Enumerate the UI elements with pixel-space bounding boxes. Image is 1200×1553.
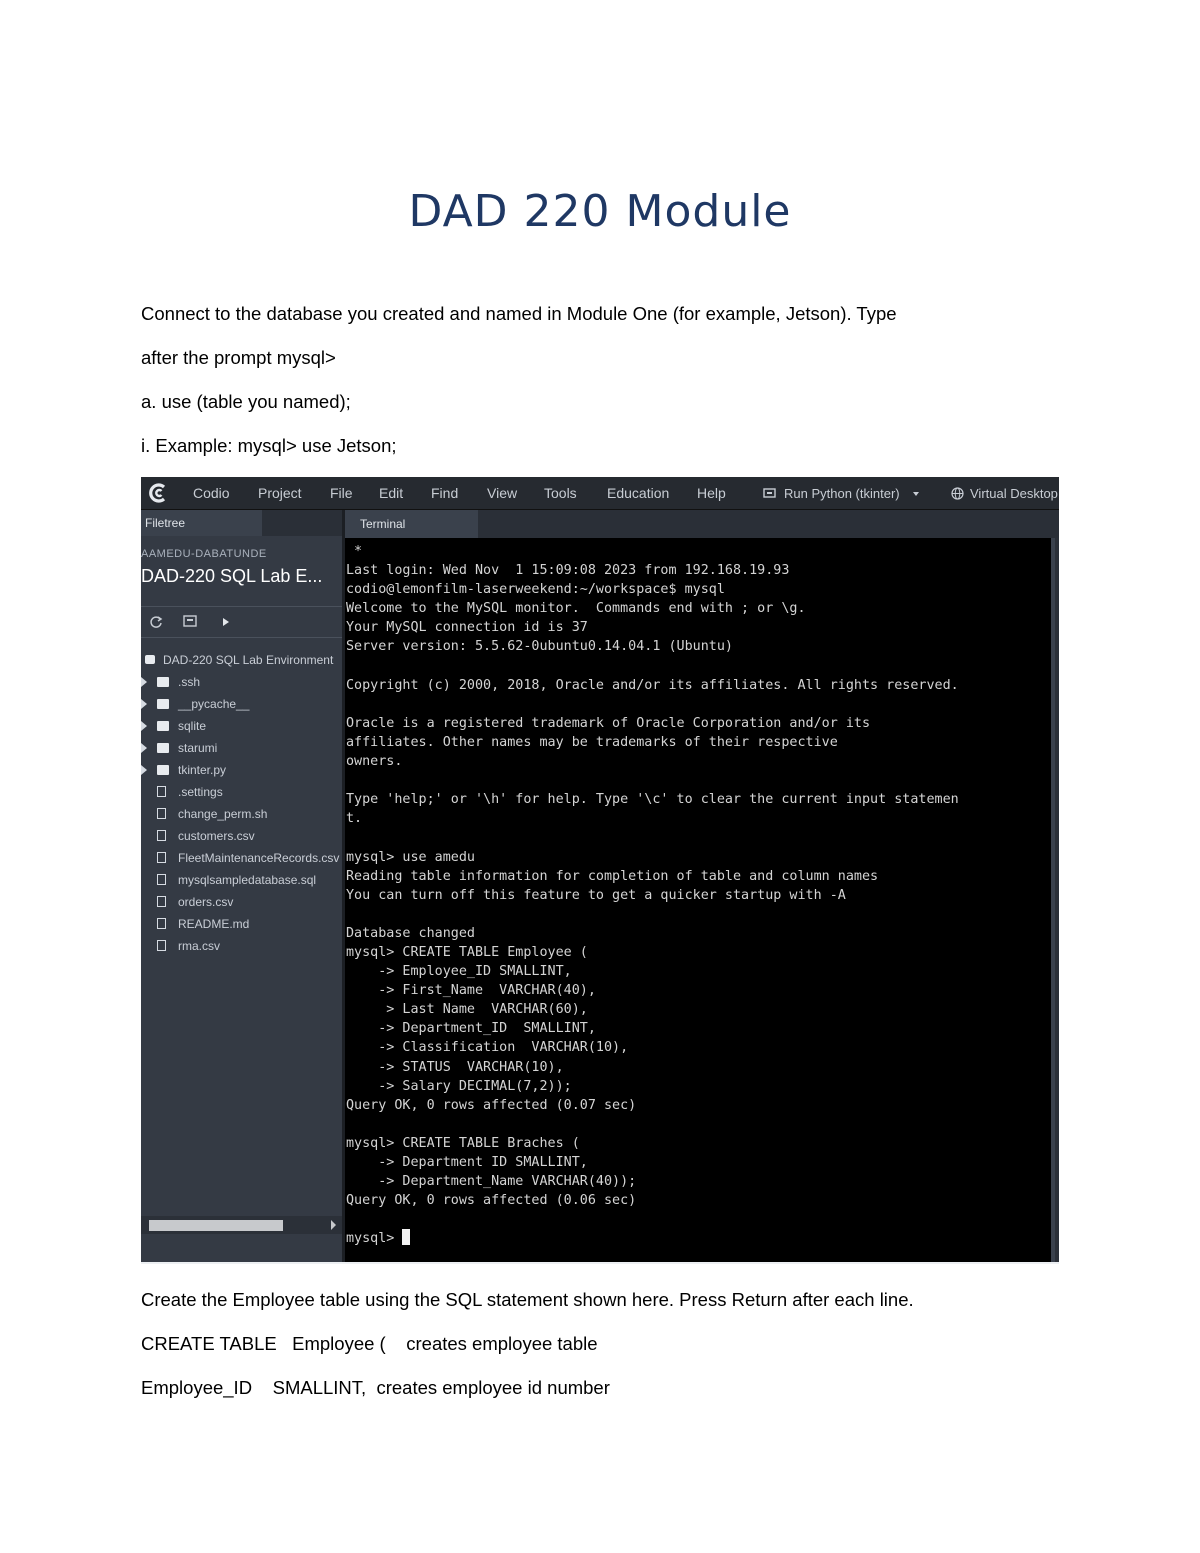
folder-icon <box>157 743 169 753</box>
file-icon <box>157 786 166 797</box>
scrollbar-thumb[interactable] <box>149 1220 283 1231</box>
terminal-screen[interactable] <box>345 538 1055 1264</box>
tab-filetree[interactable]: Filetree <box>141 510 262 536</box>
tree-item[interactable] <box>141 716 342 738</box>
menu-file[interactable]: File <box>330 485 353 501</box>
tree-item-label: mysqlsampledatabase.sql <box>178 873 317 887</box>
virtual-desktop-label: Virtual Desktop <box>970 486 1058 501</box>
tree-item-label: change_perm.sh <box>178 807 268 821</box>
caret-right-icon[interactable] <box>141 765 147 775</box>
tab-terminal[interactable]: Terminal <box>345 510 478 538</box>
tree-item[interactable] <box>141 914 342 936</box>
filetree-tabbar <box>141 510 342 536</box>
tree-item-label: tkinter.py <box>178 763 227 777</box>
step-i: i. Example: mysql> use Jetson; <box>141 435 397 456</box>
file-icon <box>157 830 166 841</box>
scroll-right-icon[interactable] <box>331 1220 336 1230</box>
tree-item-label: .ssh <box>178 675 201 689</box>
tree-item-label: FleetMaintenanceRecords.csv <box>178 851 340 865</box>
globe-icon <box>951 487 964 500</box>
tree-item[interactable] <box>141 672 342 694</box>
tree-item-label: starumi <box>178 741 218 755</box>
chevron-down-icon[interactable] <box>908 489 924 499</box>
tree-item-label: .settings <box>178 785 223 799</box>
caret-right-icon[interactable] <box>141 721 147 731</box>
tree-root-label: DAD-220 SQL Lab Environment <box>163 653 334 667</box>
codio-logo-icon[interactable] <box>149 483 169 503</box>
tree-item-label: __pycache__ <box>178 697 250 711</box>
file-icon <box>157 808 166 819</box>
document-title: DAD 220 Module <box>408 186 792 237</box>
terminal-output <box>346 542 959 1248</box>
caret-right-icon[interactable] <box>141 699 147 709</box>
monitor-icon <box>763 488 776 499</box>
ide-menubar <box>141 477 1059 510</box>
tree-root[interactable] <box>141 650 342 672</box>
tree-item[interactable] <box>141 760 342 782</box>
menu-tools[interactable]: Tools <box>544 485 577 501</box>
caret-right-icon[interactable] <box>141 743 147 753</box>
after-line-1: Create the Employee table using the SQL statement shown here. Press Return after each line. <box>141 1289 914 1310</box>
file-icon <box>157 874 166 885</box>
menu-codio[interactable]: Codio <box>193 485 230 501</box>
step-a: a. use (table you named); <box>141 391 351 412</box>
terminal-cursor <box>402 1229 410 1245</box>
file-icon <box>157 918 166 929</box>
folder-icon <box>157 721 169 731</box>
tree-item-label: sqlite <box>178 719 207 733</box>
terminal-tabbar <box>345 510 1059 538</box>
menu-help[interactable]: Help <box>697 485 726 501</box>
filetree-scrollbar[interactable] <box>141 1216 342 1234</box>
filetree-panel <box>141 510 342 1264</box>
play-icon[interactable] <box>221 616 231 628</box>
refresh-icon[interactable] <box>149 615 163 629</box>
menu-find[interactable]: Find <box>431 485 459 501</box>
menu-edit[interactable]: Edit <box>379 485 404 501</box>
terminal-panel <box>345 510 1059 1264</box>
new-window-icon[interactable] <box>183 615 197 628</box>
tree-item[interactable] <box>141 804 342 826</box>
menu-education[interactable]: Education <box>607 485 670 501</box>
after-line-2: CREATE TABLE Employee ( creates employee table <box>141 1333 598 1354</box>
tree-item-label: customers.csv <box>178 829 255 843</box>
intro-line-1: Connect to the database you created and named in Module One (for example, Jetson). Type <box>141 303 897 324</box>
tree-item[interactable] <box>141 694 342 716</box>
tree-item-label: orders.csv <box>178 895 234 909</box>
after-line-3: Employee_ID SMALLINT, creates employee id number <box>141 1377 610 1398</box>
caret-right-icon[interactable] <box>141 677 147 687</box>
tree-item[interactable] <box>141 738 342 760</box>
file-icon <box>157 852 166 863</box>
file-icon <box>157 896 166 907</box>
ide-screenshot <box>141 477 1059 1264</box>
filetree-toolbar <box>141 606 342 638</box>
folder-icon <box>157 765 169 775</box>
virtual-desktop-button[interactable] <box>951 486 1058 501</box>
project-owner: AAMEDU-DABATUNDE <box>141 548 267 560</box>
tree-item-label: README.md <box>178 917 250 931</box>
file-icon <box>157 940 166 951</box>
terminal-prompt: mysql> <box>346 1231 403 1247</box>
tree-item-label: rma.csv <box>178 939 220 953</box>
terminal-text: * Last login: Wed Nov 1 15:09:08 2023 from 192.168.19.93 codio@lemonfilm-laserweekend:~/workspace$ mysql Welcome to the MySQL monitor. Commands end with ; or \g. Your MySQL connection id is 37 Server version: 5.5.62-0ubuntu0.14.04.1 (Ubuntu) Copyright (c) 2000, 2018, Oracle and/or its affiliates. All rights reserved. Oracle is a registered trademark of Oracle Corporation and/or its affiliates. Other names may be trademarks of their respective owners. Type 'help;' or '\h' for help. Type '\c' to clear the current input statemen t. mysql> use amedu Reading table information for completion of table and column names You can turn off this feature to get a quicker startup with -A Database changed mysql> CREATE TABLE Employee ( -> Employee_ID SMALLINT, -> First_Name VARCHAR(40), > Last Name VARCHAR(60), -> Department_ID SMALLINT, -> Classification VARCHAR(10), -> STATUS VARCHAR(10), -> Salary DECIMAL(7,2)); Query OK, 0 rows affected (0.07 sec) mysql> CREATE TABLE Braches ( -> Department ID SMALLINT, -> Department_Name VARCHAR(40)); Query OK, 0 rows affected (0.06 sec) <box>346 544 959 1209</box>
screenshot-bottom-edge <box>141 1262 1059 1264</box>
folder-icon <box>157 699 169 709</box>
tree-item[interactable] <box>141 782 342 804</box>
tree-item[interactable] <box>141 826 342 848</box>
tree-item[interactable] <box>141 848 342 870</box>
intro-line-2: after the prompt mysql> <box>141 347 336 368</box>
folder-icon <box>157 677 169 687</box>
tree-item[interactable] <box>141 892 342 914</box>
run-python-button[interactable] <box>763 486 924 501</box>
tree-item[interactable] <box>141 936 342 958</box>
menu-project[interactable]: Project <box>258 485 302 501</box>
tree-item[interactable] <box>141 870 342 892</box>
menu-view[interactable]: View <box>487 485 518 501</box>
project-name: DAD-220 SQL Lab E... <box>141 566 323 586</box>
lock-icon <box>145 655 155 664</box>
run-python-label: Run Python (tkinter) <box>784 486 900 501</box>
